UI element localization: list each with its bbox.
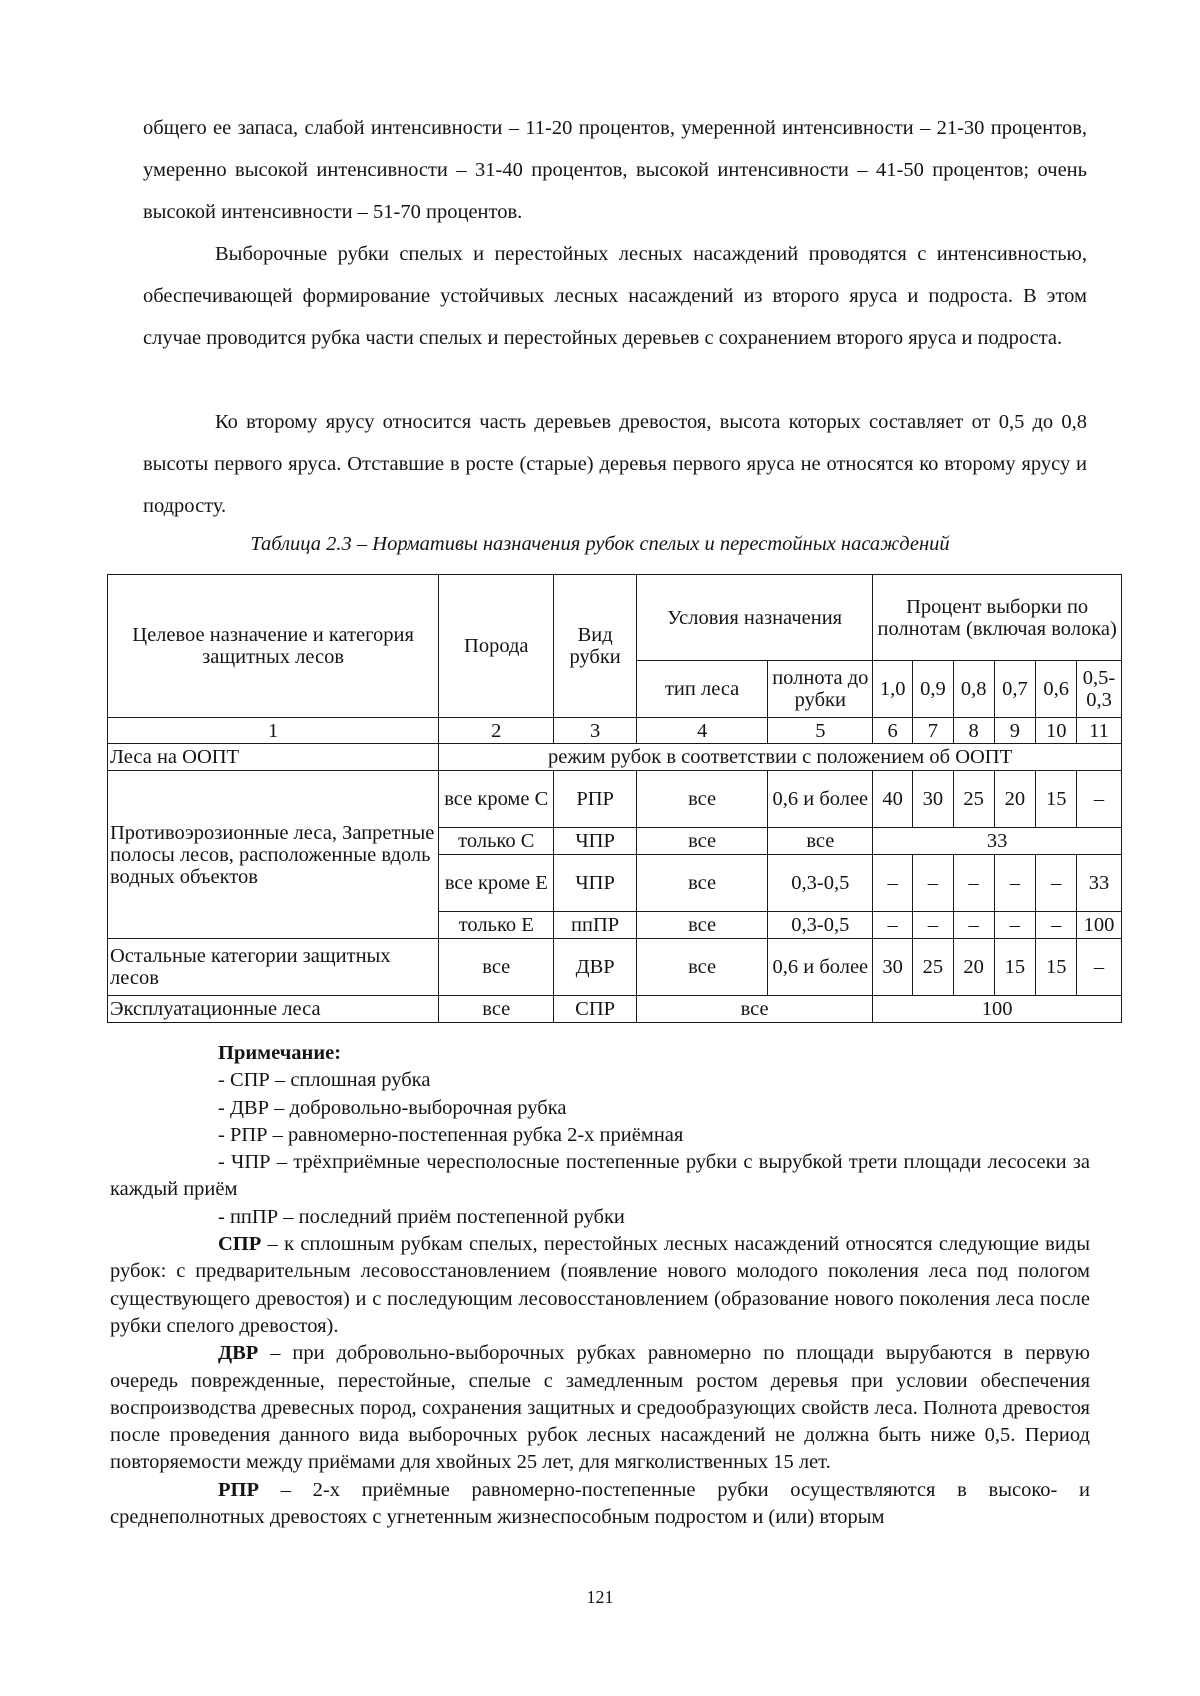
table-cell: СПР — [554, 996, 637, 1023]
norms-table — [107, 574, 1122, 1023]
note-item: - РПР – равномерно-постепенная рубка 2-х приёмная — [218, 1123, 684, 1146]
column-number: 5 — [768, 718, 873, 744]
table-cell: – — [1077, 939, 1122, 996]
table-cell: только С — [439, 828, 554, 855]
column-number: 10 — [1036, 718, 1077, 744]
table-cell: 20 — [994, 771, 1036, 828]
definition-text: – при добровольно-выборочных рубках равномерно по площади вырубаются в первую очередь поврежденные, перестойные, спелые с замедленным ростом деревья при условии обеспечения воспроизводства древесных пород, сохранения защитных и средообразующих свойств леса. Полнота древостоя после проведения данного вида выборочных рубок лесных насаждений не должна быть ниже 0,5. Период повторяемости между приёмами для хвойных 25 лет, для мягколиственных 15 лет. — [110, 1342, 1090, 1474]
row-label-exploitation: Эксплуатационные леса — [108, 996, 439, 1023]
row-label-other-categories: Остальные категории защитных лесов — [108, 939, 439, 996]
column-number: 7 — [913, 718, 954, 744]
table-cell: 0,6 и более — [768, 939, 873, 996]
table-row — [108, 771, 1122, 828]
paragraph-second-tier: Ко второму ярусу относится часть деревьев древостоя, высота которых составляет от 0,5 до 0,8 высоты первого яруса. Отставшие в росте (старые) деревья первого яруса не относятся ко второму ярусу и подросту. — [143, 411, 1087, 517]
table-cell: – — [873, 855, 913, 912]
table-cell: 33 — [1077, 855, 1122, 912]
table-cell: – — [994, 912, 1036, 939]
definition-text: – к сплошным рубкам спелых, перестойных лесных насаждений относятся следующие виды рубок: с предварительным лесовосстановлением (появление нового молодого поколения леса под пологом существующего древостоя) и с последующим лесовосстановлением (образование нового поколения леса после рубки спелого древостоя). — [110, 1233, 1090, 1337]
table-cell: все — [636, 828, 767, 855]
table-cell: 30 — [913, 771, 954, 828]
header-forest-type: тип леса — [636, 661, 767, 718]
table-cell: ппПР — [554, 912, 637, 939]
table-cell: ЧПР — [554, 828, 637, 855]
table-cell: – — [1036, 855, 1077, 912]
table-cell: 0,3-0,5 — [768, 855, 873, 912]
oopt-regime-cell: режим рубок в соответствии с положением об ООПТ — [439, 744, 1122, 771]
note-item: - ЧПР – трёхприёмные чересполосные постепенные рубки с вырубкой трети площади лесосеки за каждый приём — [110, 1151, 1090, 1201]
table-cell: 100 — [1077, 912, 1122, 939]
column-number: 8 — [953, 718, 994, 744]
definition-text: – 2-х приёмные равномерно-постепенные рубки осуществляются в высоко- и среднеполнотных древостоях с угнетенным жизнеспособным подростом и (или) вторым — [110, 1478, 1090, 1529]
header-cut-type: Вид рубки — [554, 575, 637, 718]
header-purpose: Целевое назначение и категория защитных лесов — [108, 575, 439, 718]
row-label-anti-erosion: Противоэрозионные леса, Запретные полосы лесов, расположенные вдоль водных объектов — [108, 771, 439, 939]
table-cell: все — [768, 828, 873, 855]
table-cell: – — [1077, 771, 1122, 828]
table-cell: 0,6 и более — [768, 771, 873, 828]
header-density-0-8: 0,8 — [953, 661, 994, 718]
table-cell: 40 — [873, 771, 913, 828]
term-rpr: РПР — [218, 1478, 259, 1501]
table-cell: 20 — [953, 939, 994, 996]
term-dvr: ДВР — [218, 1342, 259, 1365]
table-cell: 15 — [994, 939, 1036, 996]
table-cell: – — [953, 912, 994, 939]
row-label-oopt: Леса на ООПТ — [108, 744, 439, 771]
note-item: - ДВР – добровольно-выборочная рубка — [218, 1096, 567, 1119]
table-cell: 100 — [873, 996, 1122, 1023]
table-cell: все — [636, 912, 767, 939]
column-number: 2 — [439, 718, 554, 744]
paragraph-intensity: общего ее запаса, слабой интенсивности – 11-20 процентов, умеренной интенсивности – 21-30 процентов, умеренно высокой интенсивности – 31-40 процентов, высокой интенсивности – 41-50 процентов; очень высокой интенсивности – 51-70 процентов. — [143, 117, 1087, 223]
header-conditions: Условия назначения — [636, 575, 872, 661]
table-cell: – — [873, 912, 913, 939]
definition-dvr — [110, 1340, 1090, 1476]
header-density-0-7: 0,7 — [994, 661, 1036, 718]
header-density-before: полнота до рубки — [768, 661, 873, 718]
table-cell: 25 — [953, 771, 994, 828]
table-cell: только Е — [439, 912, 554, 939]
header-density-0-6: 0,6 — [1036, 661, 1077, 718]
note-item: - ппПР – последний приём постепенной рубки — [218, 1205, 625, 1228]
term-spr: СПР — [218, 1233, 262, 1256]
table-cell: – — [1036, 912, 1077, 939]
table-cell: все — [636, 996, 872, 1023]
notes-title: Примечание: — [218, 1042, 342, 1064]
table-cell: ЧПР — [554, 855, 637, 912]
table-cell: 30 — [873, 939, 913, 996]
header-species: Порода — [439, 575, 554, 718]
column-number: 4 — [636, 718, 767, 744]
table-cell: – — [913, 855, 954, 912]
table-cell: ДВР — [554, 939, 637, 996]
column-number: 9 — [994, 718, 1036, 744]
header-density-1-0: 1,0 — [873, 661, 913, 718]
column-number: 6 — [873, 718, 913, 744]
table-cell: 0,3-0,5 — [768, 912, 873, 939]
header-percent: Процент выборки по полнотам (включая волока) — [873, 575, 1122, 661]
definition-spr — [110, 1231, 1090, 1340]
header-density-0-5-0-3: 0,5-0,3 — [1077, 661, 1122, 718]
table-cell: все — [636, 771, 767, 828]
table-cell: – — [953, 855, 994, 912]
table-cell: РПР — [554, 771, 637, 828]
table-row — [108, 996, 1122, 1023]
table-cell: – — [994, 855, 1036, 912]
note-item: - СПР – сплошная рубка — [218, 1069, 431, 1092]
column-number: 3 — [554, 718, 637, 744]
page-number: 121 — [586, 1587, 614, 1607]
table-cell: 25 — [913, 939, 954, 996]
table-cell: все — [636, 939, 767, 996]
header-density-0-9: 0,9 — [913, 661, 954, 718]
table-cell: 15 — [1036, 939, 1077, 996]
column-number: 1 — [108, 718, 439, 744]
table-caption: Таблица 2.3 – Нормативы назначения рубок спелых и перестойных насаждений — [250, 533, 950, 555]
table-cell: все кроме С — [439, 771, 554, 828]
definition-rpr — [110, 1477, 1090, 1532]
table-cell: все — [439, 939, 554, 996]
table-cell: – — [913, 912, 954, 939]
table-cell: все — [439, 996, 554, 1023]
table-cell: все кроме Е — [439, 855, 554, 912]
column-number: 11 — [1077, 718, 1122, 744]
table-cell: 33 — [873, 828, 1122, 855]
column-numbers-row — [108, 718, 1122, 744]
notes-section — [110, 1040, 1090, 1531]
table-row — [108, 939, 1122, 996]
table-cell: 15 — [1036, 771, 1077, 828]
table-cell: все — [636, 855, 767, 912]
table-row — [108, 744, 1122, 771]
paragraph-selective-cuttings: Выборочные рубки спелых и перестойных лесных насаждений проводятся с интенсивностью, обеспечивающей формирование устойчивых лесных насаждений из второго яруса и подроста. В этом случае проводится рубка части спелых и перестойных деревьев с сохранением второго яруса и подроста. — [143, 243, 1087, 349]
